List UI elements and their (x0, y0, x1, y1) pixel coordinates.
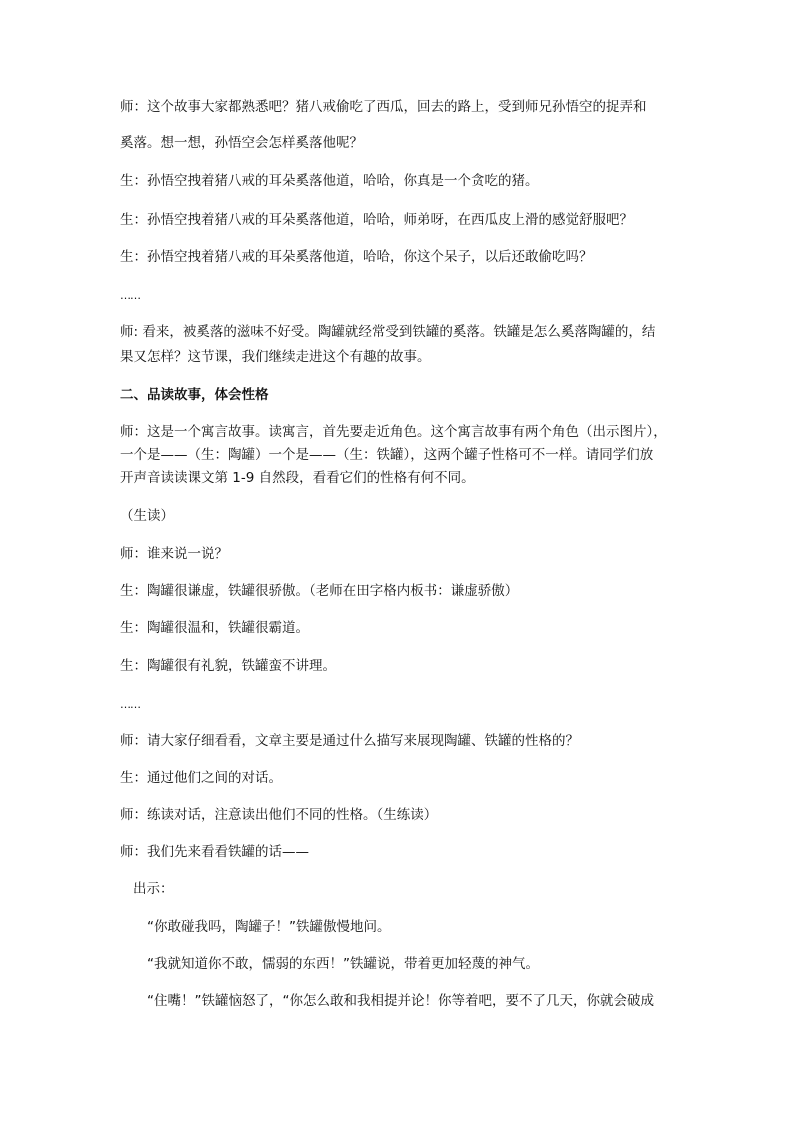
teacher-line-intro: 师：这个故事大家都熟悉吧？猪八戒偷吃了西瓜，回去的路上，受到师兄孙悟空的捉弄和 (120, 99, 647, 115)
teacher-question-2: 师：请大家仔细看看，文章主要是通过什么描写来展现陶罐、铁罐的性格的？ (120, 733, 579, 749)
student-answer-4: 生：陶罐很谦虚，铁罐很骄傲。（老师在田字格内板书：谦虚骄傲） (120, 583, 519, 599)
student-answer-7: 生：通过他们之间的对话。 (120, 770, 282, 786)
teacher-line-intro-cont: 奚落。想一想，孙悟空会怎样奚落他呢？ (120, 135, 363, 151)
student-answer-3: 生：孙悟空拽着猪八戒的耳朵奚落他道，哈哈，你这个呆子，以后还敢偷吃吗？ (120, 249, 593, 265)
student-reading: （生读） (120, 508, 174, 524)
ellipsis-2: …… (120, 698, 140, 711)
quote-1: “你敢碰我吗，陶罐子！”铁罐傲慢地问。 (147, 919, 391, 935)
teacher-fable-intro-cont-1: 一个是——（生：陶罐）一个是——（生：铁罐），这两个罐子性格可不一样。请同学们放 (120, 447, 654, 463)
teacher-practice: 师：练读对话，注意读出他们不同的性格。（生练读） (120, 807, 438, 823)
student-answer-6: 生：陶罐很有礼貌，铁罐蛮不讲理。 (120, 658, 336, 674)
teacher-fable-intro: 师：这是一个寓言故事。读寓言，首先要走近角色。这个寓言故事有两个角色（出示图片）， (120, 424, 667, 440)
student-answer-2: 生：孙悟空拽着猪八戒的耳朵奚落他道，哈哈，师弟呀，在西瓜皮上滑的感觉舒服吧？ (120, 212, 633, 228)
teacher-transition-cont: 果又怎样？这节课，我们继续走进这个有趣的故事。 (120, 349, 431, 365)
section-heading: 二、品读故事，体会性格 (120, 387, 269, 403)
teacher-fable-intro-cont-2: 开声音读读课文第 1-9 自然段，看看它们的性格有何不同。 (120, 470, 475, 486)
show-label: 出示： (133, 881, 174, 897)
quote-3: “住嘴！”铁罐恼怒了，“你怎么敢和我相提并论！你等着吧，要不了几天，你就会破成 (147, 993, 654, 1009)
quote-2: “我就知道你不敢，懦弱的东西！”铁罐说，带着更加轻蔑的神气。 (147, 956, 539, 972)
teacher-lead-in: 师：我们先来看看铁罐的话—— (120, 844, 309, 860)
teacher-transition: 师: 看来，被奚落的滋味不好受。陶罐就经常受到铁罐的奚落。铁罐是怎么奚落陶罐的，结 (120, 324, 656, 340)
teacher-question: 师：谁来说一说？ (120, 546, 228, 562)
student-answer-5: 生：陶罐很温和，铁罐很霸道。 (120, 620, 309, 636)
student-answer-1: 生：孙悟空拽着猪八戒的耳朵奚落他道，哈哈，你真是一个贪吃的猪。 (120, 173, 539, 189)
ellipsis-1: …… (120, 289, 140, 302)
